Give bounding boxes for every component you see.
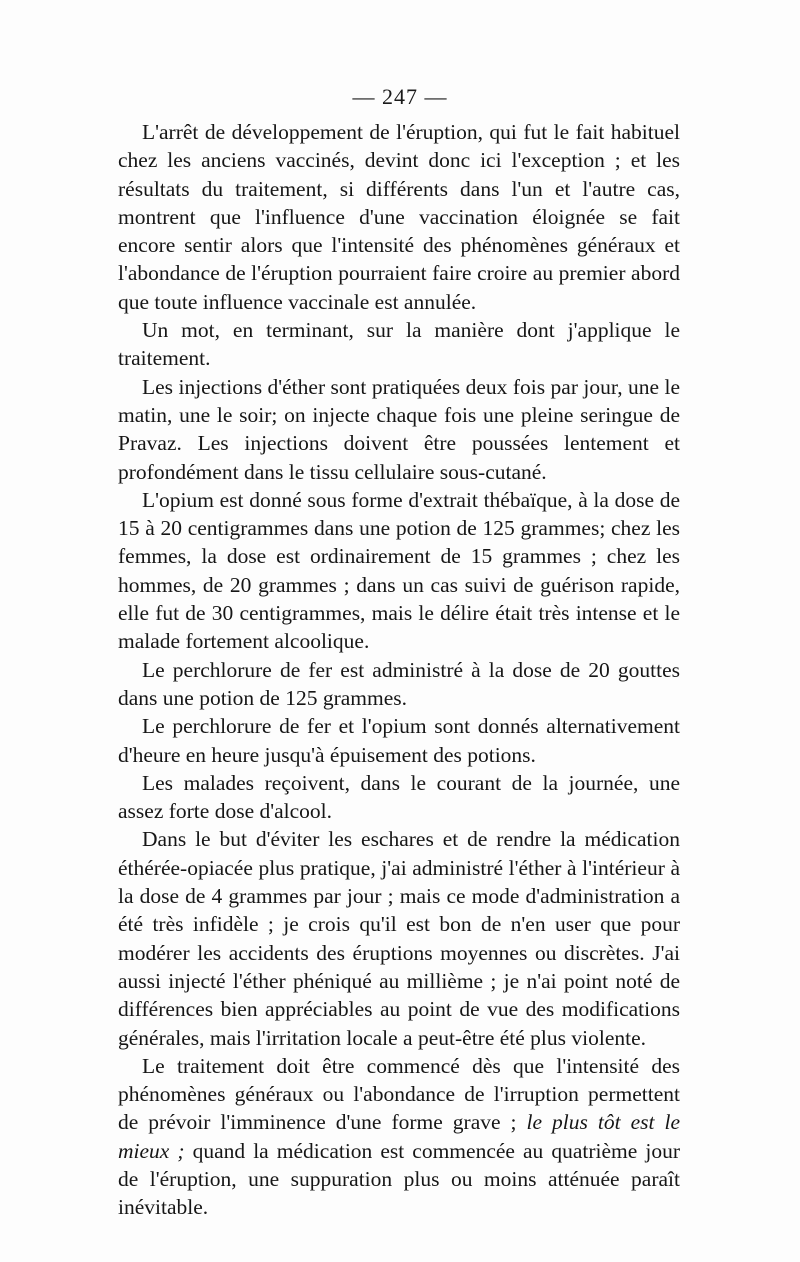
paragraph-9-start: Le traitement doit être commencé dès que l'intensité des phénomènes généraux ou l'abondance de l'irruption permettent de prévoir l'imminence d'une forme grave ; (118, 1053, 680, 1135)
body-text (118, 118, 680, 1222)
paragraph-9 (118, 1052, 680, 1222)
paragraph-9-italic: le plus tôt est le mieux ; (118, 1110, 681, 1163)
paragraph-8: Dans le but d'éviter les eschares et de rendre la médication éthérée-opiacée plus pratique, j'ai administré l'éther à l'intérieur à la dose de 4 grammes par jour ; mais ce mode d'administration a été très infidèle ; je crois qu'il est bon de n'en user que pour modérer les accidents des éruptions moyennes ou discrètes. J'ai aussi injecté l'éther phéniqué au millième ; je n'ai point noté de différences bien appréciables au point de vue des modifications générales, mais l'irritation locale a peut-être été plus violente. (118, 827, 680, 1050)
paragraph-3: Les injections d'éther sont pratiquées deux fois par jour, une le matin, une le soir; on injecte chaque fois une pleine seringue de Pravaz. Les injections doivent être poussées lentement et profondément dans le tissu cellulaire sous-cutané. (118, 374, 680, 484)
paragraph-1: L'arrêt de développement de l'éruption, qui fut le fait habituel chez les anciens vaccinés, devint donc ici l'exception ; et les résultats du traitement, si différents dans l'un et l'autre cas, montrent que l'influence d'une vaccination éloignée se fait encore sentir alors que l'intensité des phénomènes généraux et l'abondance de l'éruption pourraient faire croire au premier abord que toute influence vaccinale est annulée. (118, 120, 680, 314)
paragraph-2: Un mot, en terminant, sur la manière dont j'applique le traitement. (118, 318, 680, 371)
paragraph-9-end: quand la médication est commencée au quatrième jour de l'éruption, une suppuration plus ou moins atténuée paraît inévitable. (118, 1138, 681, 1220)
paragraph-7: Les malades reçoivent, dans le courant de la journée, une assez forte dose d'alcool. (118, 770, 680, 824)
paragraph-6: Le perchlorure de fer et l'opium sont donnés alternativement d'heure en heure jusqu'à épuisement des potions. (118, 714, 680, 767)
paragraph-5: Le perchlorure de fer est administré à la dose de 20 gouttes dans une potion de 125 grammes. (118, 657, 680, 710)
page-number: — 247 — (352, 84, 448, 109)
paragraph-4: L'opium est donné sous forme d'extrait thébaïque, à la dose de 15 à 20 centigrammes dans une potion de 125 grammes; chez les femmes, la dose est ordinairement de 15 grammes ; chez les hommes, de 20 grammes ; dans un cas suivi de guérison rapide, elle fut de 30 centigrammes, mais le délire était très intense et le malade fortement alcoolique. (118, 487, 680, 654)
